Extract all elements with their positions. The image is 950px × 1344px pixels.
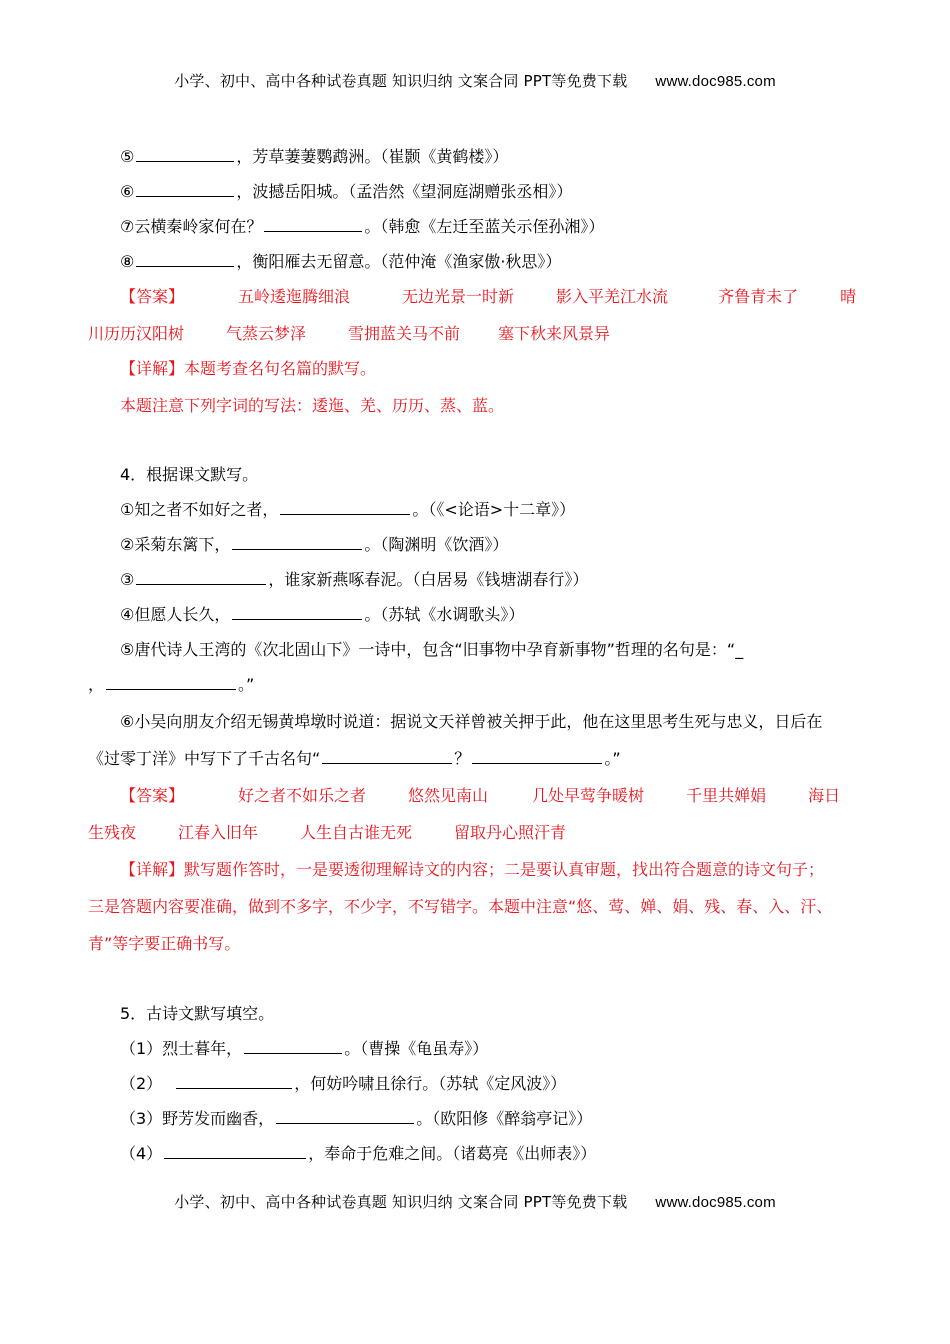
answer-blank[interactable] bbox=[136, 182, 234, 197]
q4-item-6-cont: 《过零丁洋》中写下了千古名句“ ？ 。” bbox=[88, 749, 621, 768]
answer-blank[interactable] bbox=[176, 1074, 292, 1089]
q3-item-6: ⑥ ，波撼岳阳城。（孟浩然《望洞庭湖赠张丞相》） bbox=[120, 182, 573, 201]
answer-blank[interactable] bbox=[136, 252, 234, 267]
answer-blank[interactable] bbox=[264, 217, 362, 232]
q3-detail-2: 本题注意下列字词的写法：逶迤、羌、历历、蒸、蓝。 bbox=[120, 396, 505, 415]
header-site[interactable]: www.doc985.com bbox=[655, 73, 776, 90]
q5-item-1: （1）烈士暮年， 。（曹操《龟虽寿》） bbox=[120, 1039, 489, 1058]
footer-site[interactable]: www.doc985.com bbox=[655, 1194, 776, 1211]
q5-item-4: （4） ，奉命于危难之间。（诸葛亮《出师表》） bbox=[120, 1144, 597, 1163]
q4-item-4: ④但愿人长久， 。（苏轼《水调歌头》） bbox=[120, 605, 525, 624]
answer-blank[interactable] bbox=[232, 535, 362, 550]
q4-answer-line-1: 【答案】 好之者不如乐之者 悠然见南山 几处早莺争暖树 千里共婵娟 海日 bbox=[120, 786, 841, 805]
q4-detail: 【详解】默写题作答时，一是要透彻理解诗文的内容；二是要认真审题，找出符合题意的诗文句子； bbox=[120, 860, 825, 879]
q5-item-3: （3）野芳发而幽香， 。（欧阳修《醉翁亭记》） bbox=[120, 1109, 593, 1128]
answer-blank[interactable] bbox=[136, 147, 234, 162]
q4-item-5-cont: ， 。” bbox=[88, 675, 255, 694]
answer-blank[interactable] bbox=[232, 605, 362, 620]
footer-text: 小学、初中、高中各种试卷真题 知识归纳 文案合同 PPT等免费下载 bbox=[174, 1193, 628, 1211]
q4-detail-2: 三是答题内容要准确，做到不多字，不少字，不写错字。本题中注意“悠、莺、婵、娟、残、春、入、汗、 bbox=[88, 897, 833, 916]
detail-label: 【详解】 bbox=[120, 860, 185, 879]
q3-item-7: ⑦云横秦岭家何在？ 。（韩愈《左迁至蓝关示侄孙湘》） bbox=[120, 217, 605, 236]
answer-blank[interactable] bbox=[280, 500, 410, 515]
answer-blank[interactable] bbox=[244, 1039, 342, 1054]
q4-item-5: ⑤唐代诗人王湾的《次北固山下》一诗中，包含“旧事物中孕育新事物”哲理的名句是：“_ bbox=[120, 640, 744, 659]
q4-item-2: ②采菊东篱下， 。（陶渊明《饮酒》） bbox=[120, 535, 509, 554]
q4-item-1: ①知之者不如好之者， 。（《<论语>十二章》） bbox=[120, 500, 576, 519]
answer-blank[interactable] bbox=[322, 749, 452, 764]
answer-label: 【答案】 bbox=[120, 786, 185, 805]
answer-blank[interactable] bbox=[276, 1109, 414, 1124]
q4-title: 4．根据课文默写。 bbox=[120, 465, 259, 484]
q3-item-8: ⑧ ，衡阳雁去无留意。（范仲淹《渔家傲·秋思》） bbox=[120, 252, 562, 271]
answer-blank[interactable] bbox=[472, 749, 602, 764]
answer-blank[interactable] bbox=[106, 675, 236, 690]
page-header bbox=[0, 70, 950, 91]
header-text: 小学、初中、高中各种试卷真题 知识归纳 文案合同 PPT等免费下载 bbox=[174, 72, 628, 90]
q3-answer-line-2: 川历历汉阳树 气蒸云梦泽 雪拥蓝关马不前 塞下秋来风景异 bbox=[88, 324, 611, 343]
q3-answer-line-1: 【答案】 五岭逶迤腾细浪 无边光景一时新 影入平羌江水流 齐鲁青未了 晴 bbox=[120, 287, 857, 306]
answer-label: 【答案】 bbox=[120, 287, 185, 306]
page-footer bbox=[0, 1191, 950, 1212]
detail-label: 【详解】 bbox=[120, 359, 185, 378]
q4-answer-line-2: 生残夜 江春入旧年 人生自古谁无死 留取丹心照汗青 bbox=[88, 823, 567, 842]
q5-title: 5．古诗文默写填空。 bbox=[120, 1004, 275, 1023]
q3-item-5: ⑤ ，芳草萋萋鹦鹉洲。（崔颢《黄鹤楼》） bbox=[120, 147, 509, 166]
q4-item-6: ⑥小吴向朋友介绍无锡黄埠墩时说道：据说文天祥曾被关押于此，他在这里思考生死与忠义，日后在 bbox=[120, 712, 823, 731]
q3-detail: 【详解】本题考查名句名篇的默写。 bbox=[120, 359, 377, 378]
q5-item-2: （2） ，何妨吟啸且徐行。（苏轼《定风波》） bbox=[120, 1074, 567, 1093]
answer-blank[interactable] bbox=[164, 1144, 306, 1159]
q4-detail-3: 青”等字要正确书写。 bbox=[88, 934, 241, 953]
answer-blank[interactable] bbox=[136, 570, 266, 585]
q4-item-3: ③ ，谁家新燕啄春泥。（白居易《钱塘湖春行》） bbox=[120, 570, 589, 589]
